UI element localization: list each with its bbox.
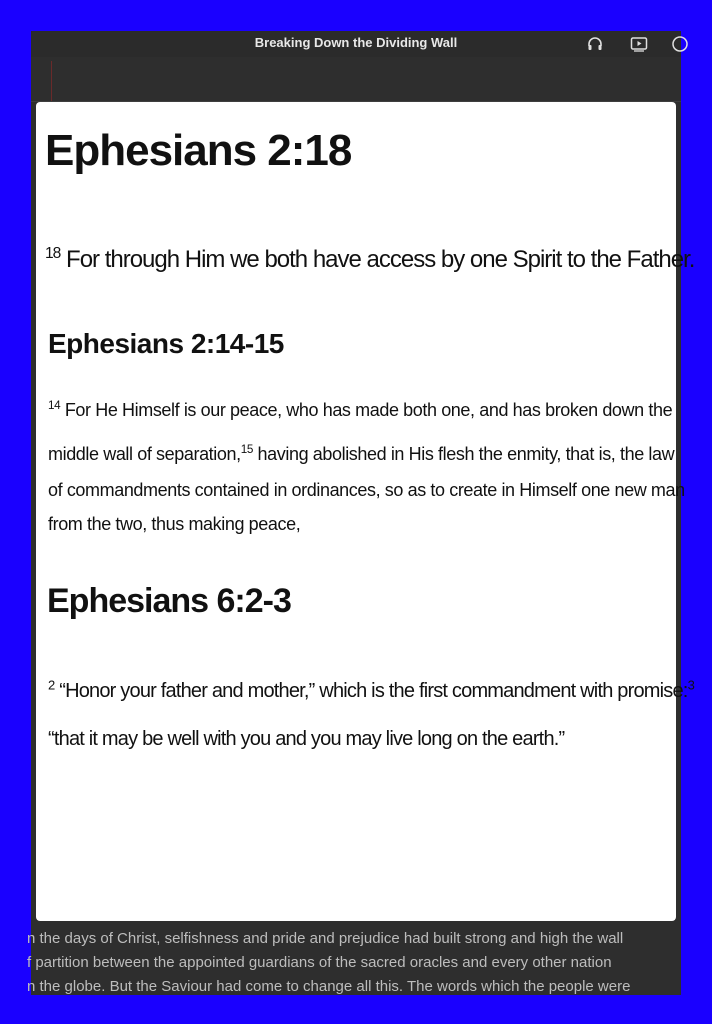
play-media-icon[interactable] (630, 35, 648, 53)
verse-number: 15 (240, 443, 253, 456)
scripture-reference: Ephesians 6:2-3 (47, 582, 291, 620)
verse-line (48, 400, 672, 421)
top-bar (31, 31, 681, 57)
verse-number: 2 (48, 677, 55, 693)
background-paragraph (27, 927, 687, 999)
clock-icon[interactable] (671, 35, 689, 53)
verse-line (48, 728, 564, 751)
headphones-icon[interactable] (586, 35, 604, 53)
verse-text: For through Him we both have access by one Spirit to the Father. (66, 246, 695, 273)
verse-line (48, 677, 695, 703)
verse-line (45, 246, 694, 274)
background-line: n the globe. But the Saviour had come to change all this. The words which the people were (27, 978, 631, 995)
background-line: f partition between the appointed guardians of the sacred oracles and every other nation (27, 954, 612, 971)
verse-number: 18 (45, 245, 61, 262)
verse-text: from the two, thus making peace, (48, 514, 301, 534)
verse-text: “Honor your father and mother,” which is the first commandment with promise: (59, 680, 688, 702)
verse-text: “that it may be well with you and you may live long on the earth.” (48, 728, 565, 750)
scripture-popup[interactable] (36, 102, 695, 921)
verse-line (48, 514, 300, 535)
verse-line (48, 480, 685, 501)
background-line: n the days of Christ, selfishness and pride and prejudice had built strong and high the wall (27, 930, 624, 947)
verse-number: 3 (687, 677, 695, 693)
verse-text: middle wall of separation, (48, 444, 241, 464)
verse-line (48, 444, 674, 465)
verse-text: having abolished in His flesh the enmity, that is, the law (257, 444, 675, 464)
scripture-reference: Ephesians 2:14-15 (48, 328, 284, 359)
verse-number: 14 (48, 399, 61, 412)
margin-line (51, 61, 52, 101)
document-title: Breaking Down the Dividing Wall (254, 35, 458, 50)
verse-text: of commandments contained in ordinances, so as to create in Himself one new man (48, 480, 685, 500)
scripture-reference: Ephesians 2:18 (45, 126, 352, 175)
verse-text: For He Himself is our peace, who has made both one, and has broken down the (64, 400, 673, 420)
